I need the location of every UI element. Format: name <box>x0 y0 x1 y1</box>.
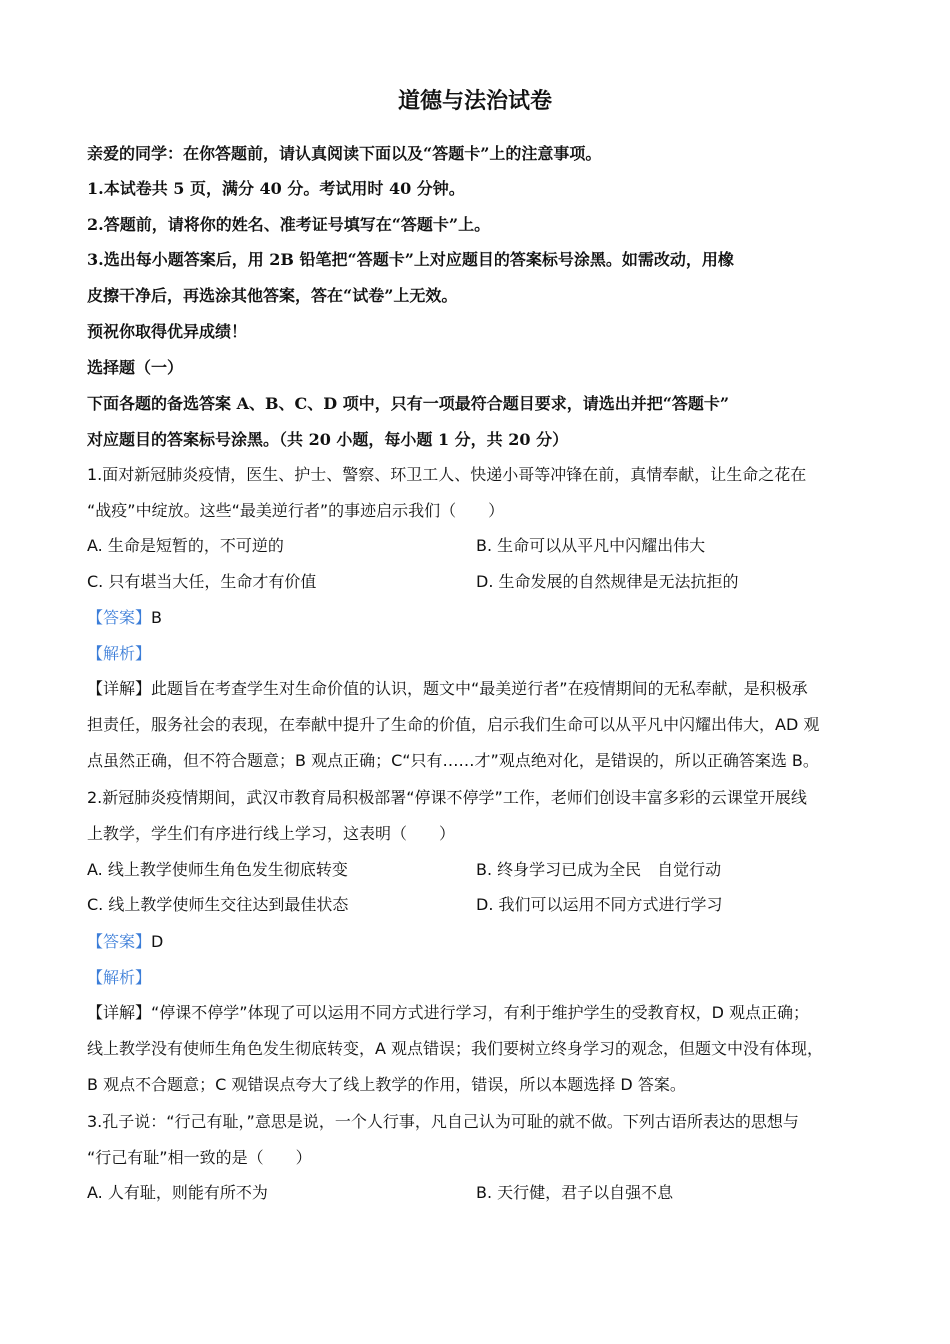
answer-tag: 【答案】 <box>87 608 152 627</box>
page-title: 道德与法治试卷 <box>397 88 552 114</box>
section-heading: 选择题（一） <box>87 358 184 377</box>
q2-option-b: B. 终身学习已成为全民 自觉行动 <box>476 860 722 879</box>
q1-stem-line-2: “战疫”中绽放。这些“最美逆行者”的事迹启示我们（ ） <box>87 501 505 520</box>
q2-answer-value: D <box>151 932 164 951</box>
q3-stem-line-1: 3.孔子说：“行己有耻，”意思是说，一个人行事，凡自己认为可耻的就不做。下列古语所表达的思想与 <box>87 1112 799 1131</box>
q2-detail-line-3: B 观点不合题意；C 观错误点夸大了线上教学的作用，错误，所以本题选择 D 答案。 <box>87 1075 686 1094</box>
q1-answer-line <box>87 606 162 630</box>
q3-stem-line-2: “行己有耻”相一致的是（ ） <box>87 1148 312 1167</box>
intro-wish: 预祝你取得优异成绩！ <box>87 322 248 341</box>
q1-detail-line-2: 担责任，服务社会的表现，在奉献中提升了生命的价值，启示我们生命可以从平凡中闪耀出伟大，AD 观 <box>87 715 820 734</box>
q3-option-b: B. 天行健，君子以自强不息 <box>476 1183 674 1202</box>
section-instruction-line-1: 下面各题的备选答案 A、B、C、D 项中，只有一项最符合题目要求，请选出并把“答题卡” <box>87 394 730 413</box>
q2-answer-line <box>87 930 163 954</box>
q2-detail-line-1 <box>87 1001 809 1025</box>
q2-option-c: C. 线上教学使师生交往达到最佳状态 <box>87 895 349 914</box>
q1-stem-line-1: 1.面对新冠肺炎疫情，医生、护士、警察、环卫工人、快递小哥等冲锋在前，真情奉献，让生命之花在 <box>87 465 807 484</box>
q1-option-b: B. 生命可以从平凡中闪耀出伟大 <box>476 536 706 555</box>
detail-tag: 【详解】 <box>87 679 152 698</box>
intro-rule-3-line-2: 皮擦干净后，再选涂其他答案，答在“试卷”上无效。 <box>87 286 458 305</box>
q2-detail-text: “停课不停学”体现了可以运用不同方式进行学习，有利于维护学生的受教育权，D 观点正确； <box>151 1003 810 1022</box>
detail-tag: 【详解】 <box>87 1003 152 1022</box>
q2-option-a: A. 线上教学使师生角色发生彻底转变 <box>87 860 348 879</box>
q2-option-d: D. 我们可以运用不同方式进行学习 <box>476 895 723 914</box>
section-instruction-line-2: 对应题目的答案标号涂黑。（共 20 小题，每小题 1 分，共 20 分） <box>87 430 569 449</box>
intro-rule-3-line-1: 3.选出每小题答案后，用 2B 铅笔把“答题卡”上对应题目的答案标号涂黑。如需改动，用橡 <box>87 250 734 269</box>
q1-analysis-tag: 【解析】 <box>87 644 152 663</box>
q2-stem-line-1: 2.新冠肺炎疫情期间，武汉市教育局积极部署“停课不停学”工作，老师们创设丰富多彩的云课堂开展线 <box>87 788 807 807</box>
q1-answer-value: B <box>151 608 162 627</box>
answer-tag: 【答案】 <box>87 932 152 951</box>
q1-option-d: D. 生命发展的自然规律是无法抗拒的 <box>476 572 739 591</box>
q1-detail-line-1 <box>87 677 808 701</box>
q1-detail-line-3: 点虽然正确，但不符合题意；B 观点正确；C“只有……才”观点绝对化，是错误的，所以正确答案选 B。 <box>87 751 819 770</box>
intro-rule-1: 1.本试卷共 5 页，满分 40 分。考试用时 40 分钟。 <box>87 179 465 198</box>
q2-detail-line-2: 线上教学没有使师生角色发生彻底转变，A 观点错误；我们要树立终身学习的观念，但题文中没有体现， <box>87 1039 824 1058</box>
q1-detail-text: 此题旨在考查学生对生命价值的认识，题文中“最美逆行者”在疫情期间的无私奉献，是积极承 <box>151 679 808 698</box>
q2-analysis-tag: 【解析】 <box>87 968 152 987</box>
intro-rule-2: 2.答题前，请将你的姓名、准考证号填写在“答题卡”上。 <box>87 215 491 234</box>
q1-option-a: A. 生命是短暂的，不可逆的 <box>87 536 284 555</box>
q3-option-a: A. 人有耻，则能有所不为 <box>87 1183 268 1202</box>
q2-stem-line-2: 上教学，学生们有序进行线上学习，这表明（ ） <box>87 824 456 843</box>
q1-option-c: C. 只有堪当大任，生命才有价值 <box>87 572 317 591</box>
intro-greeting: 亲爱的同学：在你答题前，请认真阅读下面以及“答题卡”上的注意事项。 <box>87 144 602 163</box>
